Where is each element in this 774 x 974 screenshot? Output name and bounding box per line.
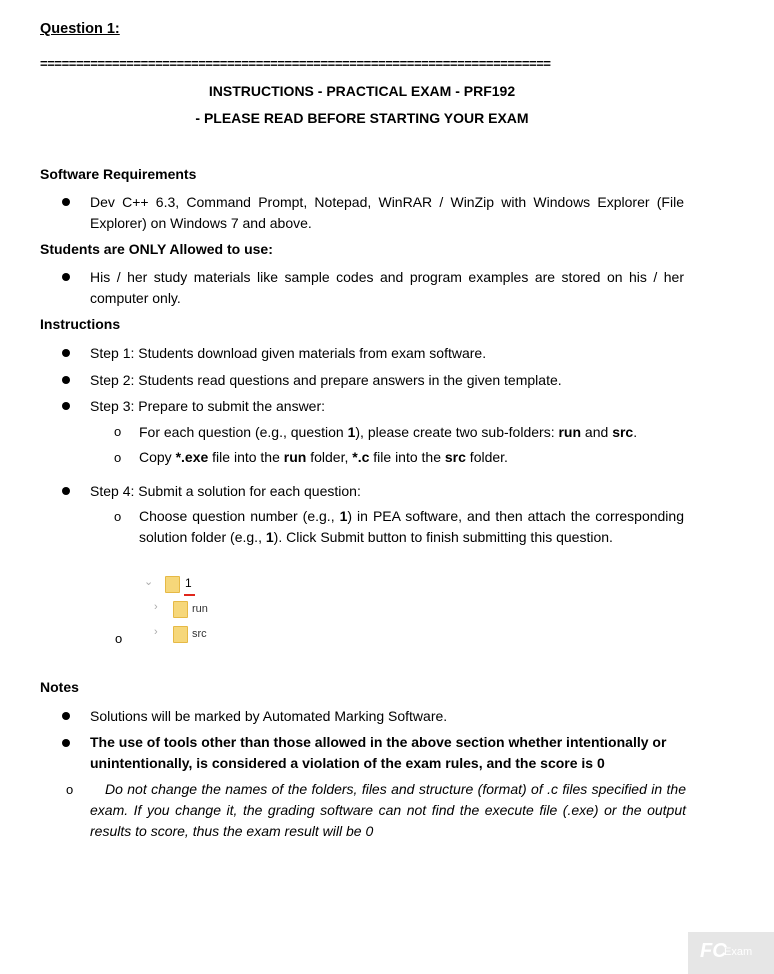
bullet-icon [62,402,70,410]
software-requirements-heading: Software Requirements [40,166,197,182]
step-1: Step 1: Students download given materials from exam software. [90,345,487,361]
watermark-logo [688,932,774,974]
notes-heading: Notes [40,679,79,695]
chevron-down-icon: ⌄ [144,576,154,588]
tree-root-label: 1 [185,576,192,590]
note-3: Do not change the names of the folders, files and structure (format) of .c files specified in the exam. If you change it, the grading software can not find the execute file (.exe) or the output results to score, thus the exam result will be 0 [90,781,686,839]
bullet-icon [62,487,70,495]
allowed-heading: Students are ONLY Allowed to use: [40,241,273,257]
bullet-icon [62,712,70,720]
tree-src-label: src [192,628,207,640]
step-2: Step 2: Students read questions and prepare answers in the given template. [90,372,562,388]
bullet-icon [62,273,70,281]
bullet-icon [62,739,70,747]
step-3-sub-1: For each question (e.g., question 1), please create two sub-folders: run and src. [139,424,638,440]
step-4: Step 4: Submit a solution for each question: [90,483,361,499]
watermark-label: Exam [724,946,753,958]
bullet-icon [62,198,70,206]
spellcheck-underline [184,594,195,596]
instructions-title: INSTRUCTIONS - PRACTICAL EXAM - PRF192 [208,83,516,99]
allowed-item: His / her study materials like sample codes and program examples are stored on his / her computer only. [90,269,684,306]
note-2: The use of tools other than those allowed in the above section whether intentionally or unintentionally, is considered a violation of the exam rules, and the score is 0 [90,734,667,771]
tree-run-label: run [192,603,208,615]
step-3-sub-2: Copy *.exe file into the run folder, *.c file into the src folder. [139,449,508,465]
software-requirements-item: Dev C++ 6.3, Command Prompt, Notepad, WinRAR / WinZip with Windows Explorer (File Explorer) on Windows 7 and above. [90,194,684,231]
step-4-sub-1: Choose question number (e.g., 1) in PEA software, and then attach the corresponding solution folder (e.g., 1). Click Submit button to finish submitting this question. [139,508,684,545]
divider-line: ======================================================================= [40,56,551,71]
note-1: Solutions will be marked by Automated Marking Software. [90,708,448,724]
folder-icon [165,576,180,593]
circle-marker: o [114,450,122,465]
folder-tree-image [140,572,260,647]
question-title: Question 1: [40,21,120,37]
instructions-heading: Instructions [40,316,121,332]
circle-marker: o [115,631,123,646]
folder-icon [173,601,188,618]
circle-marker: o [114,424,122,439]
bullet-icon [62,376,70,384]
folder-icon [173,626,188,643]
step-3: Step 3: Prepare to submit the answer: [90,398,326,414]
circle-marker: o [66,782,74,797]
watermark-logo-mark: FC [700,940,727,962]
chevron-right-icon: › [154,601,158,613]
bullet-icon [62,349,70,357]
instructions-subtitle: - PLEASE READ BEFORE STARTING YOUR EXAM [195,110,529,126]
circle-marker: o [114,509,122,524]
chevron-right-icon: › [154,626,158,638]
